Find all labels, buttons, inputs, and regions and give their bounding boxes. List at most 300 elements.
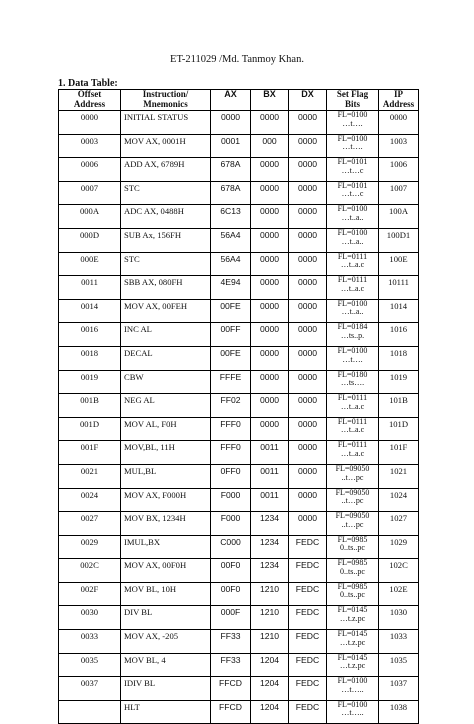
ax-cell <box>211 535 251 559</box>
flag-bits-value: …t..a.. <box>341 212 364 222</box>
ax-cell-value: FF02 <box>220 395 241 406</box>
ip-cell: 1033 <box>379 630 419 654</box>
dx-cell <box>289 630 327 654</box>
offset-cell: 0024 <box>59 488 121 512</box>
instruction-cell: IDIV BL <box>121 677 211 701</box>
dx-cell <box>289 205 327 229</box>
ax-cell-value: F000 <box>220 489 241 500</box>
offset-cell: 0033 <box>59 630 121 654</box>
flag-register-value: FL=09050 <box>335 511 370 521</box>
flag-cell <box>327 512 379 536</box>
offset-cell: 0018 <box>59 346 121 370</box>
dx-cell <box>289 158 327 182</box>
flag-cell <box>327 441 379 465</box>
flag-bits-value: ..t…pc <box>341 496 364 506</box>
bx-cell-value: 0000 <box>259 277 280 288</box>
flag-bits-value: …ts…. <box>340 378 365 388</box>
bx-cell <box>251 158 289 182</box>
flag-bits-value: …t..a.c <box>340 401 365 411</box>
ax-cell <box>211 181 251 205</box>
header-flag-bits: Set Flag Bits <box>327 90 379 111</box>
bx-cell <box>251 606 289 630</box>
instruction-cell: MUL,BL <box>121 464 211 488</box>
flag-register-value: FL=0111 <box>337 440 368 450</box>
flag-register-value: FL=0101 <box>337 157 368 167</box>
flag-cell <box>327 158 379 182</box>
dx-cell-value: 0000 <box>297 277 318 288</box>
bx-cell-value: 0000 <box>259 324 280 335</box>
flag-cell <box>327 582 379 606</box>
flag-register-value: FL=0100 <box>337 110 368 119</box>
flag-register-value: FL=0145 <box>337 605 368 615</box>
flag-cell <box>327 228 379 252</box>
flag-register-value: FL=0985 <box>337 582 368 591</box>
instruction-cell: MOV AX, F000H <box>121 488 211 512</box>
flag-cell <box>327 559 379 583</box>
flag-register-value: FL=0180 <box>337 370 368 379</box>
flag-bits-value: …t…c <box>341 189 364 199</box>
ax-cell <box>211 700 251 724</box>
dx-cell-value: 0000 <box>297 253 318 264</box>
flag-cell <box>327 677 379 701</box>
dx-cell <box>289 323 327 347</box>
bx-cell <box>251 535 289 559</box>
table-row <box>59 111 419 135</box>
ax-cell-value: 0000 <box>220 112 241 122</box>
offset-cell: 0021 <box>59 464 121 488</box>
ip-cell: 100A <box>379 205 419 229</box>
flag-cell <box>327 181 379 205</box>
flag-bits-value: …t..a.c <box>340 260 365 270</box>
ax-cell-value: FF33 <box>220 654 241 665</box>
instruction-cell: HLT <box>121 700 211 724</box>
flag-bits-value: …t…c <box>341 165 364 175</box>
flag-bits-value: …t..a.c <box>340 425 365 435</box>
ax-cell <box>211 134 251 158</box>
ax-cell <box>211 464 251 488</box>
dx-cell <box>289 252 327 276</box>
ip-cell: 102E <box>379 582 419 606</box>
ip-cell: 1016 <box>379 323 419 347</box>
dx-cell <box>289 559 327 583</box>
flag-bits-value: …t…. <box>342 142 363 152</box>
ax-cell-value: FFFE <box>219 371 242 382</box>
flag-bits-value: 0..ts..pc <box>340 543 365 553</box>
ax-cell-value: 678A <box>220 159 241 170</box>
bx-cell <box>251 582 289 606</box>
flag-register-value: FL=0111 <box>337 275 368 285</box>
bx-cell <box>251 630 289 654</box>
ax-cell <box>211 630 251 654</box>
dx-cell <box>289 512 327 536</box>
ip-cell: 1030 <box>379 606 419 630</box>
dx-cell-value: 0000 <box>297 442 318 453</box>
ax-cell <box>211 370 251 394</box>
ax-cell-value: 56A4 <box>220 253 241 264</box>
ip-cell: 100D1 <box>379 228 419 252</box>
table-row <box>59 559 419 583</box>
bx-cell-value: 1210 <box>259 583 280 594</box>
dx-cell <box>289 700 327 724</box>
flag-cell <box>327 535 379 559</box>
offset-cell: 000E <box>59 252 121 276</box>
bx-cell <box>251 700 289 724</box>
offset-cell: 000D <box>59 228 121 252</box>
ax-cell-value: C000 <box>220 536 241 547</box>
instruction-cell: ADC AX, 0488H <box>121 205 211 229</box>
bx-cell-value: 0000 <box>259 229 280 240</box>
flag-cell <box>327 276 379 300</box>
dx-cell-value: FEDC <box>295 560 320 571</box>
ax-cell <box>211 559 251 583</box>
offset-cell: 0007 <box>59 181 121 205</box>
table-row <box>59 158 419 182</box>
bx-cell <box>251 653 289 677</box>
ax-cell <box>211 276 251 300</box>
ax-cell-value: 00FF <box>220 324 241 335</box>
bx-cell-value: 0011 <box>260 489 279 500</box>
flag-bits-value: 0..ts..pc <box>340 590 365 600</box>
ip-cell: 101D <box>379 417 419 441</box>
dx-cell-value: FEDC <box>295 631 320 642</box>
dx-cell-value: 0000 <box>297 395 318 406</box>
flag-cell <box>327 653 379 677</box>
header-ax: AX <box>211 90 251 111</box>
dx-cell-value: 0000 <box>297 206 318 217</box>
ax-cell <box>211 228 251 252</box>
instruction-cell: NEG AL <box>121 394 211 418</box>
flag-register-value: FL=0100 <box>337 700 368 709</box>
dx-cell-value: FEDC <box>295 678 320 689</box>
offset-cell: 0014 <box>59 299 121 323</box>
flag-register-value: FL=0101 <box>337 181 368 190</box>
ax-cell <box>211 111 251 135</box>
flag-register-value: FL=0111 <box>337 393 368 403</box>
flag-cell <box>327 700 379 724</box>
ip-cell: 1018 <box>379 346 419 370</box>
bx-cell <box>251 252 289 276</box>
bx-cell-value: 1234 <box>259 513 280 524</box>
flag-bits-value: …t..a.c <box>340 448 365 458</box>
ip-cell: 1029 <box>379 535 419 559</box>
dx-cell-value: FEDC <box>295 607 320 618</box>
flag-bits-value: …t..a.c <box>340 283 365 293</box>
table-row <box>59 512 419 536</box>
offset-cell: 001D <box>59 417 121 441</box>
flag-cell <box>327 323 379 347</box>
dx-cell-value: 0000 <box>297 513 318 524</box>
flag-bits-value: …t…. <box>342 118 363 128</box>
header-instruction: Instruction/ Mnemonics <box>121 90 211 111</box>
ax-cell-value: 00F0 <box>220 560 241 571</box>
ip-cell: 1006 <box>379 158 419 182</box>
instruction-cell: CBW <box>121 370 211 394</box>
table-row <box>59 630 419 654</box>
ax-cell <box>211 488 251 512</box>
ip-cell: 101F <box>379 441 419 465</box>
offset-cell: 0016 <box>59 323 121 347</box>
dx-cell-value: 0000 <box>297 489 318 500</box>
offset-cell: 001F <box>59 441 121 465</box>
section-title: 1. Data Table: <box>58 78 118 89</box>
dx-cell <box>289 228 327 252</box>
ax-cell <box>211 512 251 536</box>
ip-cell: 102C <box>379 559 419 583</box>
flag-bits-value: …t.z.pc <box>339 614 366 624</box>
ax-cell-value: 00F0 <box>220 583 241 594</box>
flag-bits-value: …t.z.pc <box>339 637 366 647</box>
ax-cell-value: 0001 <box>220 135 241 146</box>
bx-cell-value: 0011 <box>260 442 279 453</box>
bx-cell <box>251 181 289 205</box>
instruction-cell: INITIAL STATUS <box>121 111 211 135</box>
dx-cell-value: 0000 <box>297 229 318 240</box>
ax-cell-value: 0FF0 <box>220 465 241 476</box>
flag-cell <box>327 134 379 158</box>
dx-cell-value: 0000 <box>297 159 318 170</box>
dx-cell <box>289 276 327 300</box>
ax-cell-value: FFF0 <box>220 442 241 453</box>
header-dx: DX <box>289 90 327 111</box>
dx-cell <box>289 441 327 465</box>
ax-cell <box>211 205 251 229</box>
table-row <box>59 464 419 488</box>
table-row <box>59 677 419 701</box>
dx-cell-value: 0000 <box>297 135 318 146</box>
flag-cell <box>327 394 379 418</box>
flag-register-value: FL=0985 <box>337 558 368 568</box>
instruction-cell: MOV BL, 4 <box>121 653 211 677</box>
ax-cell <box>211 653 251 677</box>
flag-cell <box>327 299 379 323</box>
flag-cell <box>327 417 379 441</box>
ax-cell-value: 00FE <box>220 347 241 358</box>
ax-cell <box>211 606 251 630</box>
flag-cell <box>327 370 379 394</box>
flag-register-value: FL=0100 <box>337 228 368 237</box>
bx-cell-value: 1210 <box>259 631 280 642</box>
table-row <box>59 252 419 276</box>
table-row <box>59 606 419 630</box>
offset-cell: 000A <box>59 205 121 229</box>
flag-bits-value: …t..a.. <box>341 307 364 317</box>
ax-cell-value: 6C13 <box>220 206 241 217</box>
data-table <box>58 89 419 724</box>
offset-cell: 001B <box>59 394 121 418</box>
offset-cell: 0037 <box>59 677 121 701</box>
dx-cell-value: 0000 <box>297 182 318 193</box>
bx-cell <box>251 205 289 229</box>
bx-cell-value: 0000 <box>259 300 280 311</box>
offset-cell: 0011 <box>59 276 121 300</box>
bx-cell <box>251 299 289 323</box>
bx-cell-value: 0000 <box>259 112 280 122</box>
bx-cell-value: 0000 <box>259 206 280 217</box>
offset-cell: 0006 <box>59 158 121 182</box>
ax-cell-value: 4E94 <box>220 277 241 288</box>
ax-cell <box>211 441 251 465</box>
instruction-cell: SUB Ax, 156FH <box>121 228 211 252</box>
instruction-cell: MOV BL, 10H <box>121 582 211 606</box>
ip-cell: 1003 <box>379 134 419 158</box>
flag-register-value: FL=0100 <box>337 346 368 355</box>
flag-register-value: FL=0145 <box>337 653 368 662</box>
ip-cell: 100E <box>379 252 419 276</box>
bx-cell-value: 0000 <box>259 347 280 358</box>
flag-cell <box>327 252 379 276</box>
flag-cell <box>327 205 379 229</box>
bx-cell <box>251 370 289 394</box>
ax-cell-value: FFCD <box>219 678 242 689</box>
instruction-cell: MOV,BL, 11H <box>121 441 211 465</box>
bx-cell <box>251 441 289 465</box>
table-row <box>59 299 419 323</box>
dx-cell <box>289 394 327 418</box>
dx-cell-value: 0000 <box>297 300 318 311</box>
ip-cell: 1037 <box>379 677 419 701</box>
ax-cell-value: 56A4 <box>220 229 241 240</box>
ip-cell: 101B <box>379 394 419 418</box>
dx-cell-value: FEDC <box>295 701 320 712</box>
table-row <box>59 370 419 394</box>
instruction-cell: SBB AX, 080FH <box>121 276 211 300</box>
bx-cell-value: 000 <box>262 135 277 146</box>
flag-cell <box>327 464 379 488</box>
ax-cell <box>211 158 251 182</box>
dx-cell-value: 0000 <box>297 465 318 476</box>
flag-bits-value: …ts..p. <box>340 330 365 340</box>
bx-cell-value: 1204 <box>259 701 280 712</box>
offset-cell: 002F <box>59 582 121 606</box>
ax-cell <box>211 417 251 441</box>
bx-cell-value: 0000 <box>259 395 280 406</box>
dx-cell <box>289 606 327 630</box>
ax-cell <box>211 346 251 370</box>
flag-bits-value: …t.z.pc <box>339 661 366 671</box>
ip-cell: 1007 <box>379 181 419 205</box>
ip-cell: 1027 <box>379 512 419 536</box>
table-row <box>59 535 419 559</box>
bx-cell-value: 1234 <box>259 560 280 571</box>
flag-bits-value: …t…. <box>342 354 363 364</box>
dx-cell-value: 0000 <box>297 112 318 122</box>
ax-cell-value: 000F <box>220 607 241 618</box>
ax-cell <box>211 677 251 701</box>
offset-cell: 0027 <box>59 512 121 536</box>
dx-cell-value: 0000 <box>297 418 318 429</box>
table-row <box>59 205 419 229</box>
table-row <box>59 323 419 347</box>
table-row <box>59 181 419 205</box>
dx-cell <box>289 464 327 488</box>
dx-cell-value: FEDC <box>295 583 320 594</box>
dx-cell <box>289 582 327 606</box>
dx-cell-value: 0000 <box>297 324 318 335</box>
flag-register-value: FL=0184 <box>337 322 368 332</box>
dx-cell <box>289 677 327 701</box>
offset-cell: 0035 <box>59 653 121 677</box>
ip-cell: 1024 <box>379 488 419 512</box>
bx-cell-value: 1234 <box>259 536 280 547</box>
dx-cell-value: FEDC <box>295 654 320 665</box>
ax-cell-value: 00FE <box>220 300 241 311</box>
flag-cell <box>327 630 379 654</box>
ip-cell: 0000 <box>379 111 419 135</box>
flag-register-value: FL=0111 <box>337 252 368 261</box>
ip-cell: 1014 <box>379 299 419 323</box>
flag-cell <box>327 111 379 135</box>
bx-cell <box>251 677 289 701</box>
table-row <box>59 228 419 252</box>
instruction-cell: MOV BX, 1234H <box>121 512 211 536</box>
instruction-cell: MOV AX, -205 <box>121 630 211 654</box>
ax-cell-value: FF33 <box>220 631 241 642</box>
ip-cell: 10111 <box>379 276 419 300</box>
ip-cell: 1035 <box>379 653 419 677</box>
ax-cell <box>211 394 251 418</box>
dx-cell-value: 0000 <box>297 347 318 358</box>
flag-bits-value: ..t…pc <box>341 472 364 482</box>
dx-cell-value: FEDC <box>295 536 320 547</box>
dx-cell <box>289 299 327 323</box>
dx-cell <box>289 370 327 394</box>
instruction-cell: DECAL <box>121 346 211 370</box>
bx-cell <box>251 559 289 583</box>
flag-bits-value: …t..a.. <box>341 236 364 246</box>
offset-cell: 0000 <box>59 111 121 135</box>
ax-cell-value: 678A <box>220 182 241 193</box>
flag-register-value: FL=0100 <box>337 204 368 214</box>
bx-cell <box>251 228 289 252</box>
flag-bits-value: ..t…pc <box>341 519 364 529</box>
bx-cell <box>251 323 289 347</box>
bx-cell <box>251 276 289 300</box>
header-offset-address: Offset Address <box>59 90 121 111</box>
bx-cell <box>251 464 289 488</box>
dx-cell <box>289 111 327 135</box>
instruction-cell: INC AL <box>121 323 211 347</box>
bx-cell-value: 0011 <box>260 465 279 476</box>
flag-register-value: FL=0111 <box>337 417 368 426</box>
dx-cell <box>289 346 327 370</box>
bx-cell <box>251 394 289 418</box>
flag-register-value: FL=09050 <box>335 488 370 497</box>
header-bx: BX <box>251 90 289 111</box>
dx-cell <box>289 181 327 205</box>
bx-cell-value: 0000 <box>259 253 280 264</box>
flag-cell <box>327 346 379 370</box>
bx-cell <box>251 488 289 512</box>
table-row <box>59 134 419 158</box>
table-row <box>59 653 419 677</box>
ax-cell-value: F000 <box>220 513 241 524</box>
bx-cell-value: 0000 <box>259 418 280 429</box>
offset-cell: 0030 <box>59 606 121 630</box>
dx-cell <box>289 653 327 677</box>
bx-cell-value: 0000 <box>259 159 280 170</box>
ip-cell: 1019 <box>379 370 419 394</box>
offset-cell: 002C <box>59 559 121 583</box>
offset-cell <box>59 700 121 724</box>
flag-bits-value: …t….. <box>341 684 364 694</box>
ax-cell <box>211 582 251 606</box>
instruction-cell: STC <box>121 252 211 276</box>
flag-bits-value: …t….. <box>341 708 364 718</box>
instruction-cell: ADD AX, 6789H <box>121 158 211 182</box>
offset-cell: 0029 <box>59 535 121 559</box>
table-row <box>59 441 419 465</box>
bx-cell <box>251 134 289 158</box>
